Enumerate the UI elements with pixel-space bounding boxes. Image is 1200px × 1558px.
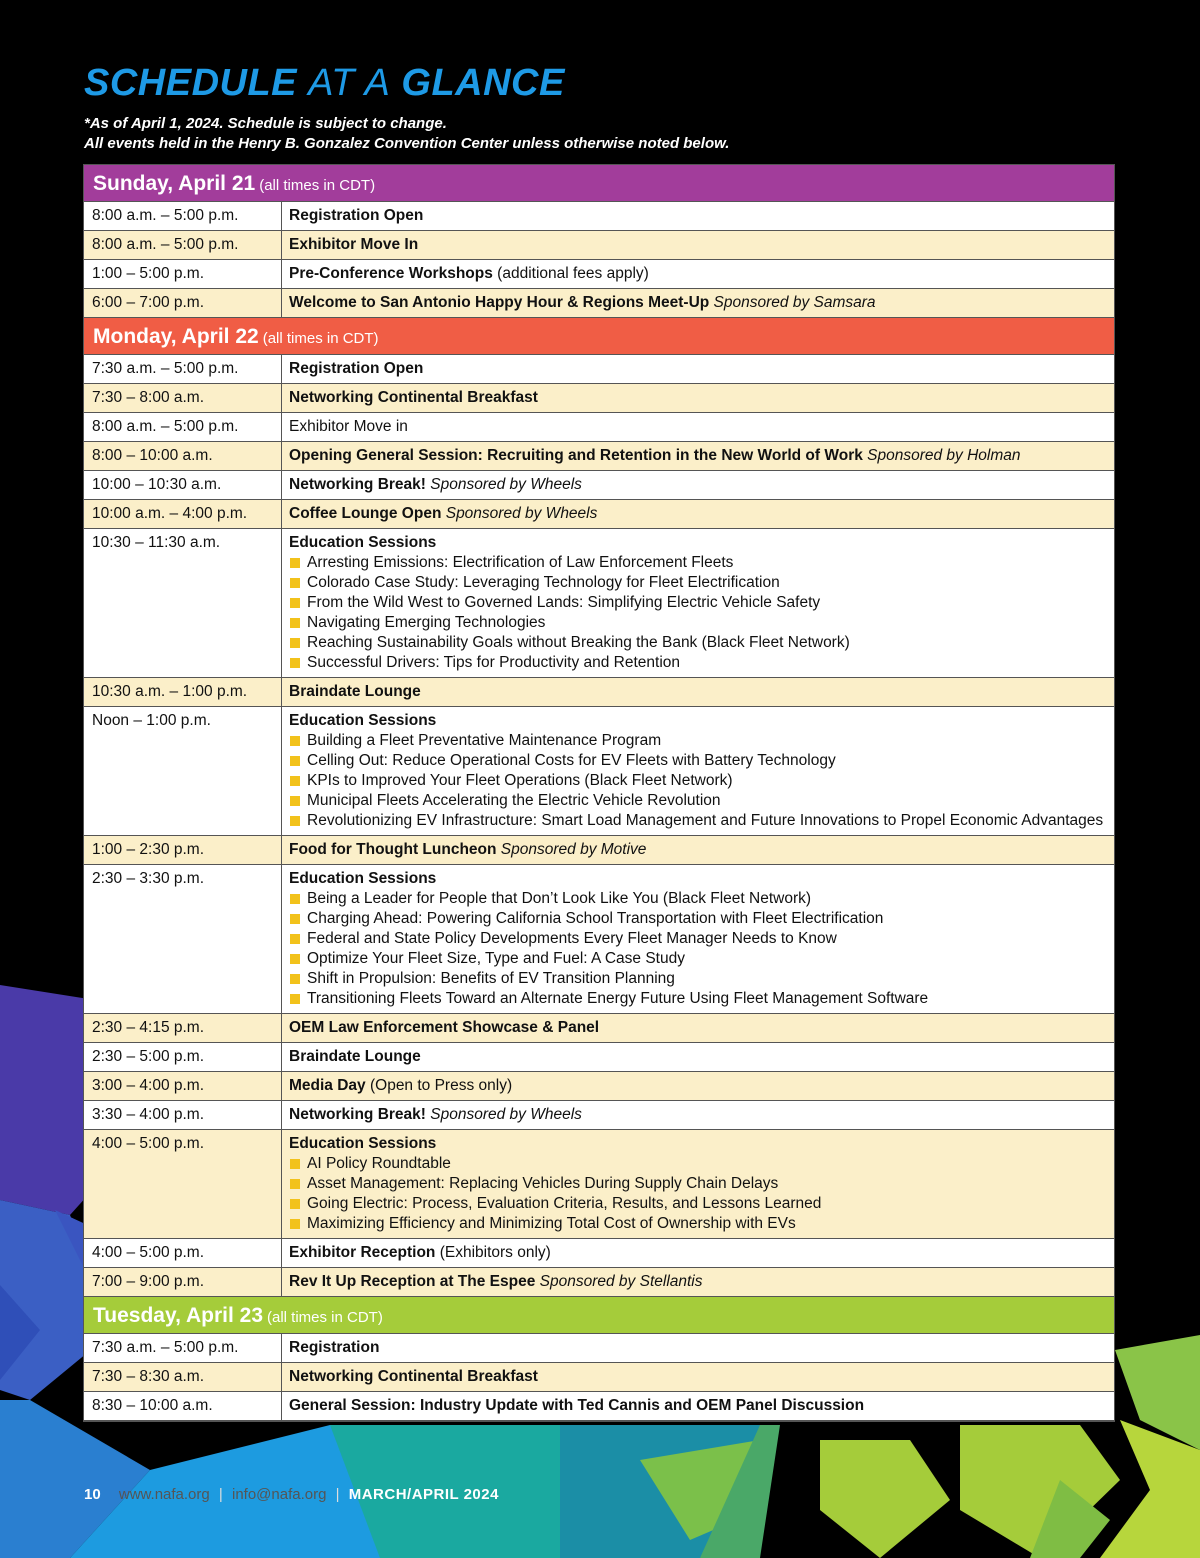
event-time: 7:00 – 9:00 p.m.	[84, 1268, 282, 1296]
session-item	[289, 573, 1106, 593]
event-sponsor: Sponsored by Wheels	[425, 476, 582, 493]
event-time: 2:30 – 5:00 p.m.	[84, 1043, 282, 1071]
session-item	[289, 751, 1106, 771]
event-title: Registration Open	[289, 360, 424, 377]
schedule-row	[84, 1392, 1114, 1421]
session-item	[289, 909, 1106, 929]
session-title: Arresting Emissions: Electrification of Law Enforcement Fleets	[307, 554, 734, 571]
session-item	[289, 653, 1106, 673]
square-bullet-icon	[290, 638, 300, 648]
event-details	[282, 260, 1114, 288]
event-line	[289, 446, 1106, 466]
schedule-row	[84, 836, 1114, 865]
schedule-row	[84, 355, 1114, 384]
event-time: 8:00 a.m. – 5:00 p.m.	[84, 231, 282, 259]
session-item	[289, 969, 1106, 989]
note-line: *As of April 1, 2024. Schedule is subject to change.	[84, 115, 447, 132]
day-time-note: (all times in CDT)	[267, 1309, 383, 1326]
square-bullet-icon	[290, 756, 300, 766]
schedule-row	[84, 1072, 1114, 1101]
event-title: Opening General Session: Recruiting and Retention in the New World of Work	[289, 447, 863, 464]
event-line	[289, 1076, 1106, 1096]
event-details	[282, 289, 1114, 317]
session-title: Transitioning Fleets Toward an Alternate Energy Future Using Fleet Management Software	[307, 990, 929, 1007]
event-line	[289, 293, 1106, 313]
schedule-row	[84, 1334, 1114, 1363]
event-details	[282, 1363, 1114, 1391]
event-line	[289, 840, 1106, 860]
title-schedule: SCHEDULE	[84, 62, 298, 104]
event-title: Education Sessions	[289, 712, 437, 729]
session-title: Asset Management: Replacing Vehicles During Supply Chain Delays	[307, 1175, 779, 1192]
event-time: 8:00 a.m. – 5:00 p.m.	[84, 413, 282, 441]
footer-website-link[interactable]: www.nafa.org	[118, 1486, 210, 1503]
event-details	[282, 1392, 1114, 1420]
footer-divider: |	[218, 1486, 223, 1503]
square-bullet-icon	[290, 914, 300, 924]
event-title: Rev It Up Reception at The Espee	[289, 1273, 536, 1290]
event-line	[289, 682, 1106, 702]
session-title: Celling Out: Reduce Operational Costs for EV Fleets with Battery Technology	[307, 752, 836, 769]
session-title: Colorado Case Study: Leveraging Technology for Fleet Electrification	[307, 574, 780, 591]
event-title: Networking Break!	[289, 476, 426, 493]
session-list	[289, 731, 1106, 831]
event-details	[282, 1268, 1114, 1296]
event-title: OEM Law Enforcement Showcase & Panel	[289, 1019, 600, 1036]
schedule-row	[84, 260, 1114, 289]
event-time: 10:00 a.m. – 4:00 p.m.	[84, 500, 282, 528]
schedule-row	[84, 1268, 1114, 1297]
session-item	[289, 613, 1106, 633]
day-name: Tuesday, April 23	[93, 1304, 263, 1327]
footer-divider: |	[335, 1486, 340, 1503]
schedule-row	[84, 442, 1114, 471]
schedule-row	[84, 1014, 1114, 1043]
event-title: Welcome to San Antonio Happy Hour & Regions Meet-Up	[289, 294, 710, 311]
event-time: 4:00 – 5:00 p.m.	[84, 1130, 282, 1238]
session-item	[289, 889, 1106, 909]
schedule-row	[84, 289, 1114, 318]
square-bullet-icon	[290, 558, 300, 568]
session-title: Revolutionizing EV Infrastructure: Smart Load Management and Future Innovations to Propel Economic Advantages	[307, 812, 1104, 829]
square-bullet-icon	[290, 1179, 300, 1189]
event-line	[289, 235, 1106, 255]
session-list	[289, 553, 1106, 673]
session-item	[289, 633, 1106, 653]
event-time: Noon – 1:00 p.m.	[84, 707, 282, 835]
event-time: 10:30 a.m. – 1:00 p.m.	[84, 678, 282, 706]
session-list	[289, 1154, 1106, 1234]
note-line: All events held in the Henry B. Gonzalez Convention Center unless otherwise noted below.	[84, 135, 730, 152]
event-time: 6:00 – 7:00 p.m.	[84, 289, 282, 317]
session-title: Optimize Your Fleet Size, Type and Fuel: A Case Study	[307, 950, 685, 967]
session-item	[289, 989, 1106, 1009]
schedule-row	[84, 1130, 1114, 1239]
schedule-row	[84, 231, 1114, 260]
schedule-row	[84, 1043, 1114, 1072]
event-line	[289, 869, 1106, 889]
event-title: General Session: Industry Update with Ted Cannis and OEM Panel Discussion	[289, 1397, 865, 1414]
event-line	[289, 533, 1106, 553]
square-bullet-icon	[290, 994, 300, 1004]
event-title: Networking Break!	[289, 1106, 426, 1123]
event-line	[289, 1338, 1106, 1358]
event-time: 10:00 – 10:30 a.m.	[84, 471, 282, 499]
event-time: 4:00 – 5:00 p.m.	[84, 1239, 282, 1267]
event-sponsor: Sponsored by Stellantis	[535, 1273, 703, 1290]
session-item	[289, 929, 1106, 949]
event-title: Registration Open	[289, 207, 424, 224]
event-title: Education Sessions	[289, 534, 437, 551]
event-time: 7:30 – 8:00 a.m.	[84, 384, 282, 412]
event-title: Education Sessions	[289, 1135, 437, 1152]
page-number: 10	[84, 1486, 101, 1503]
event-details	[282, 529, 1114, 677]
event-time: 7:30 a.m. – 5:00 p.m.	[84, 355, 282, 383]
page-title	[84, 62, 565, 105]
event-details	[282, 231, 1114, 259]
event-title: Exhibitor Move in	[289, 418, 408, 435]
event-details	[282, 355, 1114, 383]
title-at-a: AT A	[308, 62, 391, 104]
schedule-row	[84, 678, 1114, 707]
session-title: Maximizing Efficiency and Minimizing Total Cost of Ownership with EVs	[307, 1215, 796, 1232]
event-note: (Open to Press only)	[365, 1077, 513, 1094]
session-item	[289, 731, 1106, 751]
schedule-row	[84, 202, 1114, 231]
event-details	[282, 471, 1114, 499]
square-bullet-icon	[290, 1219, 300, 1229]
session-item	[289, 1214, 1106, 1234]
day-time-note: (all times in CDT)	[259, 177, 376, 194]
day-time-note: (all times in CDT)	[262, 330, 379, 347]
schedule-note	[84, 114, 729, 154]
event-details	[282, 836, 1114, 864]
event-title: Pre-Conference Workshops	[289, 265, 493, 282]
schedule-row	[84, 500, 1114, 529]
event-time: 1:00 – 2:30 p.m.	[84, 836, 282, 864]
event-details	[282, 1072, 1114, 1100]
event-title: Coffee Lounge Open	[289, 505, 442, 522]
event-time: 10:30 – 11:30 a.m.	[84, 529, 282, 677]
footer-email-link[interactable]: info@nafa.org	[232, 1486, 327, 1503]
session-item	[289, 771, 1106, 791]
event-time: 3:30 – 4:00 p.m.	[84, 1101, 282, 1129]
event-details	[282, 384, 1114, 412]
event-title: Braindate Lounge	[289, 1048, 421, 1065]
schedule-row	[84, 471, 1114, 500]
square-bullet-icon	[290, 598, 300, 608]
event-line	[289, 359, 1106, 379]
page-footer	[84, 1486, 499, 1503]
event-line	[289, 1105, 1106, 1125]
event-sponsor: Sponsored by Holman	[862, 447, 1021, 464]
schedule-row	[84, 1363, 1114, 1392]
event-line	[289, 388, 1106, 408]
session-title: AI Policy Roundtable	[307, 1155, 451, 1172]
event-time: 8:30 – 10:00 a.m.	[84, 1392, 282, 1420]
schedule-row	[84, 707, 1114, 836]
event-line	[289, 475, 1106, 495]
session-list	[289, 889, 1106, 1009]
square-bullet-icon	[290, 796, 300, 806]
schedule-row	[84, 1101, 1114, 1130]
event-line	[289, 1047, 1106, 1067]
event-time: 7:30 – 8:30 a.m.	[84, 1363, 282, 1391]
event-title: Exhibitor Reception	[289, 1244, 436, 1261]
event-line	[289, 206, 1106, 226]
event-title: Networking Continental Breakfast	[289, 1368, 538, 1385]
session-title: Being a Leader for People that Don’t Look Like You (Black Fleet Network)	[307, 890, 812, 907]
title-glance: GLANCE	[401, 62, 565, 104]
session-title: From the Wild West to Governed Lands: Simplifying Electric Vehicle Safety	[307, 594, 821, 611]
event-line	[289, 1134, 1106, 1154]
session-title: Navigating Emerging Technologies	[307, 614, 546, 631]
session-title: Shift in Propulsion: Benefits of EV Transition Planning	[307, 970, 675, 987]
event-time: 1:00 – 5:00 p.m.	[84, 260, 282, 288]
event-line	[289, 417, 1106, 437]
event-details	[282, 500, 1114, 528]
event-line	[289, 1367, 1106, 1387]
square-bullet-icon	[290, 816, 300, 826]
event-sponsor: Sponsored by Samsara	[709, 294, 876, 311]
event-time: 7:30 a.m. – 5:00 p.m.	[84, 1334, 282, 1362]
event-line	[289, 711, 1106, 731]
event-time: 8:00 – 10:00 a.m.	[84, 442, 282, 470]
event-title: Food for Thought Luncheon	[289, 841, 497, 858]
event-sponsor: Sponsored by Motive	[496, 841, 647, 858]
day-name: Sunday, April 21	[93, 172, 256, 195]
event-details	[282, 1101, 1114, 1129]
schedule-table	[83, 164, 1115, 1422]
session-title: Going Electric: Process, Evaluation Criteria, Results, and Lessons Learned	[307, 1195, 822, 1212]
square-bullet-icon	[290, 974, 300, 984]
event-details	[282, 202, 1114, 230]
square-bullet-icon	[290, 934, 300, 944]
event-line	[289, 1018, 1106, 1038]
event-details	[282, 1043, 1114, 1071]
event-note: (Exhibitors only)	[435, 1244, 551, 1261]
session-item	[289, 553, 1106, 573]
event-time: 2:30 – 4:15 p.m.	[84, 1014, 282, 1042]
day-header-tuesday	[84, 1297, 1114, 1334]
session-title: Federal and State Policy Developments Every Fleet Manager Needs to Know	[307, 930, 837, 947]
event-line	[289, 264, 1106, 284]
session-title: Successful Drivers: Tips for Productivity and Retention	[307, 654, 681, 671]
square-bullet-icon	[290, 1199, 300, 1209]
day-header-sunday	[84, 165, 1114, 202]
square-bullet-icon	[290, 736, 300, 746]
event-details	[282, 707, 1114, 835]
event-line	[289, 1243, 1106, 1263]
event-sponsor: Sponsored by Wheels	[441, 505, 598, 522]
event-details	[282, 413, 1114, 441]
event-details	[282, 1334, 1114, 1362]
session-title: Charging Ahead: Powering California School Transportation with Fleet Electrification	[307, 910, 884, 927]
schedule-row	[84, 384, 1114, 413]
event-line	[289, 504, 1106, 524]
event-time: 2:30 – 3:30 p.m.	[84, 865, 282, 1013]
day-header-monday	[84, 318, 1114, 355]
event-title: Media Day	[289, 1077, 366, 1094]
square-bullet-icon	[290, 658, 300, 668]
square-bullet-icon	[290, 894, 300, 904]
event-details	[282, 865, 1114, 1013]
event-details	[282, 1130, 1114, 1238]
event-time: 3:00 – 4:00 p.m.	[84, 1072, 282, 1100]
event-title: Exhibitor Move In	[289, 236, 419, 253]
event-details	[282, 1239, 1114, 1267]
square-bullet-icon	[290, 954, 300, 964]
event-note: (additional fees apply)	[492, 265, 649, 282]
schedule-row	[84, 865, 1114, 1014]
schedule-row	[84, 413, 1114, 442]
session-title: Municipal Fleets Accelerating the Electric Vehicle Revolution	[307, 792, 721, 809]
session-item	[289, 811, 1106, 831]
schedule-row	[84, 529, 1114, 678]
square-bullet-icon	[290, 776, 300, 786]
square-bullet-icon	[290, 618, 300, 628]
square-bullet-icon	[290, 1159, 300, 1169]
event-sponsor: Sponsored by Wheels	[425, 1106, 582, 1123]
event-time: 8:00 a.m. – 5:00 p.m.	[84, 202, 282, 230]
event-title: Braindate Lounge	[289, 683, 421, 700]
event-line	[289, 1272, 1106, 1292]
event-details	[282, 1014, 1114, 1042]
session-item	[289, 1194, 1106, 1214]
event-details	[282, 442, 1114, 470]
session-item	[289, 593, 1106, 613]
session-item	[289, 791, 1106, 811]
footer-issue: MARCH/APRIL 2024	[348, 1486, 499, 1503]
session-title: Reaching Sustainability Goals without Breaking the Bank (Black Fleet Network)	[307, 634, 850, 651]
event-details	[282, 678, 1114, 706]
session-title: KPIs to Improved Your Fleet Operations (Black Fleet Network)	[307, 772, 733, 789]
day-name: Monday, April 22	[93, 325, 259, 348]
session-item	[289, 949, 1106, 969]
event-title: Registration	[289, 1339, 380, 1356]
session-item	[289, 1154, 1106, 1174]
event-line	[289, 1396, 1106, 1416]
event-title: Networking Continental Breakfast	[289, 389, 538, 406]
square-bullet-icon	[290, 578, 300, 588]
session-item	[289, 1174, 1106, 1194]
session-title: Building a Fleet Preventative Maintenance Program	[307, 732, 662, 749]
event-title: Education Sessions	[289, 870, 437, 887]
schedule-row	[84, 1239, 1114, 1268]
